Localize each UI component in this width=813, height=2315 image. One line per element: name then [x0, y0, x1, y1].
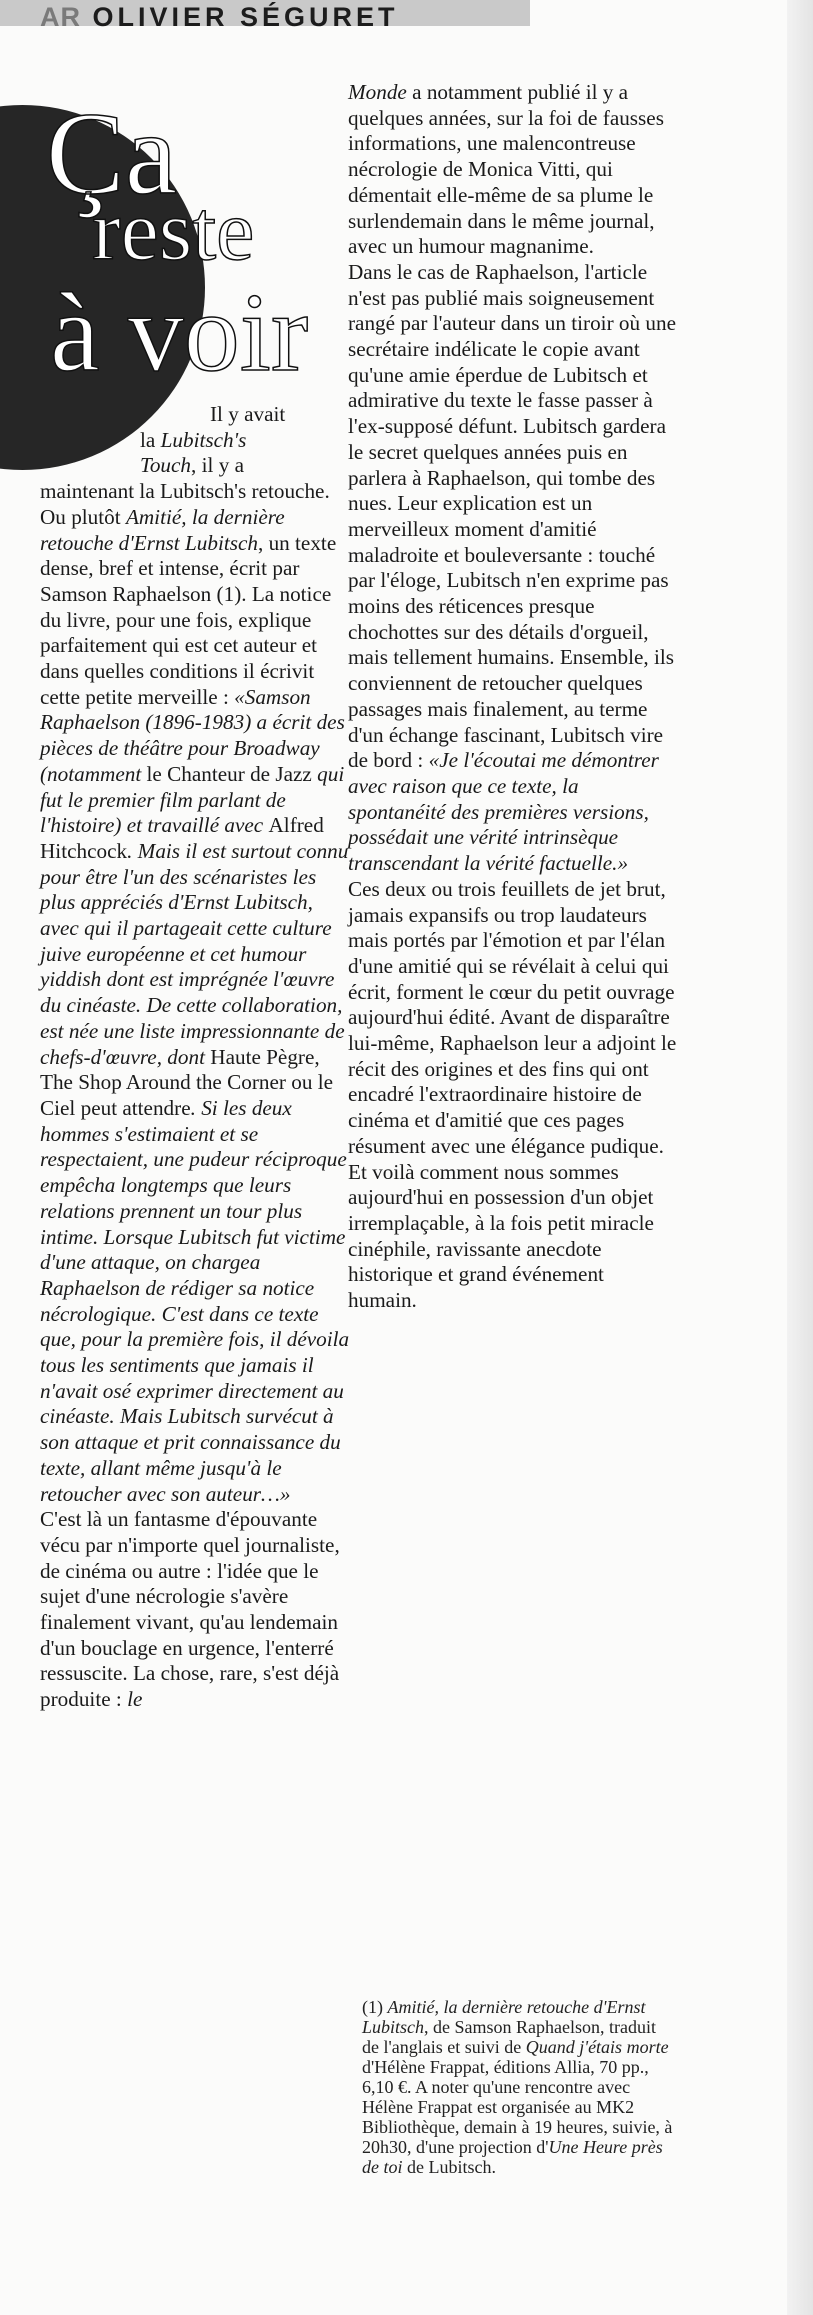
footnote: (1) Amitié, la dernière retouche d'Ernst Lubitsch, de Samson Raphaelson, traduit de l'anglais et suivi de Quand j'étais morte d'Hélène Frappat, éditions Allia, 70 pp., 6,10 €. A noter qu'une rencontre avec Hélène Frappat est organisée au MK2 Bibliothèque, demain à 19 heures, suivie, à 20h30, d'une projection d'Une Heure près de toi de Lubitsch.	[362, 1997, 673, 2177]
right-paragraph-1: Monde a notamment publié il y a quelques années, sur la foi de fausses informations, une malencontreuse nécrologie de Monica Vitti, qui démentait elle-même de sa plume le surlendemain dans le même journal, avec un humour magnanime.	[348, 80, 664, 259]
left-paragraph-2: C'est là un fantasme d'épouvante vécu par n'importe quel journaliste, de cinéma ou autre : l'idée que le sujet d'une nécrologie s'avère finalement vivant, qu'au lendemain d'un bouclage en urgence, l'enterré ressuscite. La chose, rare, s'est déjà produite : le	[40, 1507, 340, 1712]
intro-line-2: la	[140, 427, 161, 452]
byline-prefix: AR	[40, 2, 81, 32]
author-name: OLIVIER SÉGURET	[92, 2, 399, 32]
intro-line-1: Il y avait	[210, 402, 286, 426]
intro-line-3: , il y a	[191, 453, 244, 478]
right-paragraph-3: Ces deux ou trois feuillets de jet brut, jamais expansifs ou trop laudateurs mais portés par l'émotion et par l'élan d'une amitié qui se révélait à celui qui écrit, forment le cœur du petit ouvrage aujourd'hui édité. Avant de disparaître lui-même, Raphaelson leur a adjoint le récit des origines et des fins qui ont encadré l'extraordinaire histoire de cinéma et d'amitié que ces pages résument avec une élégance pudique. Et voilà comment nous sommes aujourd'hui en possession d'un objet irremplaçable, à la fois petit miracle cinéphile, ravissante anecdote historique et grand événement humain.	[348, 876, 677, 1313]
intro-line-2-italic: Lubitsch's	[160, 427, 247, 452]
rubric-line-2: reste	[92, 182, 255, 278]
rubric-title	[40, 88, 309, 425]
rubric-line-1: Ça	[46, 88, 178, 219]
rubric-line-3: à voir	[50, 271, 309, 395]
author-byline	[40, 2, 399, 33]
intro-line-3-italic: Touch	[140, 453, 192, 478]
right-paragraph-2: Dans le cas de Raphaelson, l'article n'est pas publié mais soigneusement rangé par l'auteur dans un tiroir où une secrétaire indélicate le copie avant qu'une amie éperdue de Lubitsch et admirative du texte le fasse passer à l'ex-supposé défunt. Lubitsch gardera le secret quelques années puis en parlera à Raphaelson, qui tombe des nues. Leur explication est un merveilleux moment d'amitié maladroite et bouleversante : touché par l'éloge, Lubitsch n'en exprime pas moins des réticences presque chochottes sur des détails d'orgueil, mais tellement humains. Ensemble, ils conviennent de retoucher quelques passages mais finalement, au terme d'un échange fascinant, Lubitsch vire de bord : «Je l'écoutai me démontrer avec raison que ce texte, la spontanéité des premières versions, possédait une vérité intrinsèque transcendant la vérité factuelle.»	[348, 259, 676, 876]
left-column	[40, 402, 355, 1713]
right-column	[348, 80, 678, 1314]
intro-paragraph	[40, 402, 355, 479]
left-paragraph-1: maintenant la Lubitsch's retouche. Ou plutôt Amitié, la dernière retouche d'Ernst Lubitsch, un texte dense, bref et intense, écrit par Samson Raphaelson (1). La notice du livre, pour une fois, explique parfaitement qui est cet auteur et dans quelles conditions il écrivit cette petite merveille : «Samson Raphaelson (1896-1983) a écrit des pièces de théâtre pour Broadway (notamment le Chanteur de Jazz qui fut le premier film parlant de l'histoire) et travaillé avec Alfred Hitchcock. Mais il est surtout connu pour être l'un des scénaristes les plus appréciés d'Ernst Lubitsch, avec qui il partageait cette culture juive européenne et cet humour yiddish dont est imprégnée l'œuvre du cinéaste. De cette collaboration, est née une liste impressionnante de chefs-d'œuvre, dont Haute Pègre, The Shop Around the Corner ou le Ciel peut attendre. Si les deux hommes s'estimaient et se respectaient, une pudeur réciproque empêcha longtemps que leurs relations prennent un tour plus intime. Lorsque Lubitsch fut victime d'une attaque, on chargea Raphaelson de rédiger sa notice nécrologique. C'est dans ce texte que, pour la première fois, il dévoila tous les sentiments que jamais il n'avait osé exprimer directement au cinéaste. Mais Lubitsch survécut à son attaque et prit connaissance du texte, allant même jusqu'à le retoucher avec son auteur…»	[40, 479, 350, 1506]
scan-edge	[787, 0, 813, 2315]
